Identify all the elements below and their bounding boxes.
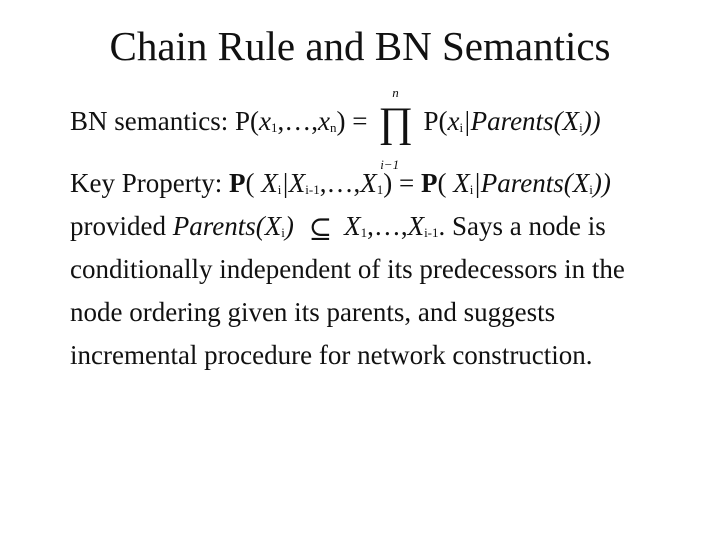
X-var: X (344, 211, 361, 241)
bn-semantics-formula (70, 85, 601, 172)
X-var: X (360, 168, 377, 198)
product-operator (378, 85, 413, 172)
X-var: X (453, 168, 470, 198)
subset-symbol: ⊆ (308, 214, 333, 245)
prob-bold: P (228, 168, 246, 198)
X-var: X (261, 168, 278, 198)
product-symbol: ∏ (378, 100, 413, 146)
sub-n: n (329, 120, 337, 135)
rhs-open: P( (423, 106, 448, 136)
sub-1: 1 (270, 120, 278, 135)
close-paren: ) (284, 211, 294, 241)
key-property-label: Key Property: (70, 168, 223, 198)
lhs-close: ) = (336, 106, 368, 136)
sub-i: i (281, 225, 285, 240)
mid-equals: ) = (383, 168, 415, 198)
parents-term: Parents(X (172, 211, 282, 241)
key-property-formula (70, 166, 611, 200)
lhs-open: P( (234, 106, 259, 136)
body-text-line-6: incremental procedure for network construction. (70, 340, 593, 370)
tail-text: . Says a node is (438, 211, 606, 241)
sep-dots: ,…, (319, 168, 361, 198)
provided-word: provided (70, 211, 166, 241)
X-var: X (288, 168, 306, 198)
sub-i: i (579, 120, 583, 135)
sub-1: 1 (376, 182, 384, 197)
parents-term: Parents(X (470, 106, 580, 136)
sub-i-minus-1: i-1 (424, 225, 439, 240)
sep-dots: ,…, (367, 211, 408, 241)
bar: | (281, 168, 289, 198)
x-var: x (317, 106, 330, 136)
sub-i: i (469, 182, 474, 197)
prob-bold: P (420, 168, 438, 198)
open-paren: ( (245, 168, 255, 198)
rhs-close: )) (582, 106, 601, 136)
product-lower-limit: i−1 (380, 157, 400, 172)
sub-i: i (459, 120, 464, 135)
bar: | (463, 106, 471, 136)
sub-i-minus-1: i-1 (305, 182, 320, 197)
sub-1: 1 (360, 225, 368, 240)
x-var: x (259, 106, 271, 136)
x-var: x (447, 106, 460, 136)
X-var: X (407, 211, 425, 241)
sep-dots: ,…, (277, 106, 318, 136)
parents-term: Parents(X (480, 168, 590, 198)
bn-semantics-label: BN semantics: (70, 106, 229, 136)
provided-clause (70, 209, 606, 247)
bar: | (473, 168, 481, 198)
rhs-close: )) (592, 168, 611, 198)
slide-title: Chain Rule and BN Semantics (109, 23, 611, 69)
body-text-line-5: node ordering given its parents, and suggests (70, 297, 556, 327)
body-text-line-4: conditionally independent of its predecessors in the (70, 254, 625, 284)
product-upper-limit: n (392, 85, 399, 100)
sub-i: i (277, 182, 282, 197)
rhs-open: ( (437, 168, 447, 198)
sub-i: i (589, 182, 593, 197)
